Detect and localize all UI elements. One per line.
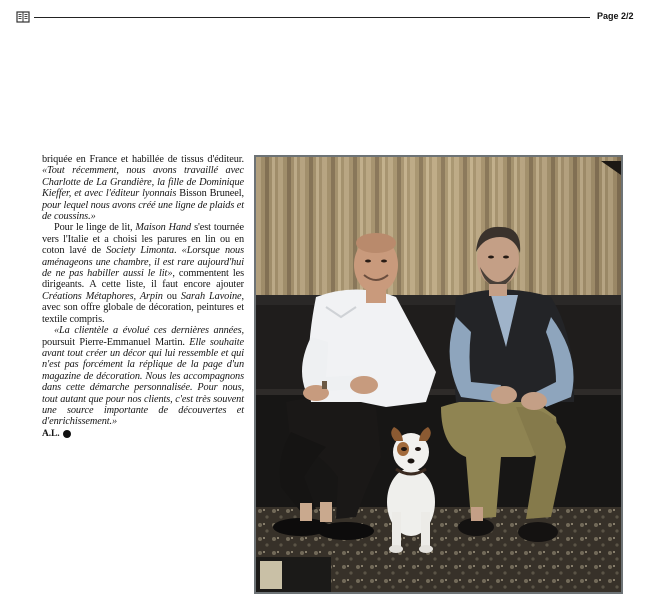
article-photo — [254, 155, 623, 594]
quote-run: «La clientèle a évolué ces dernières années, — [54, 325, 244, 337]
brand-name: Créations Métaphores, Arpin — [42, 290, 163, 302]
quote-run: «Lorsque nous aménageons une chambre, il est rare aujourd'hui de ne pas habiller aussi le lit» — [42, 245, 245, 280]
header-divider — [34, 17, 590, 18]
article-column — [42, 154, 244, 440]
quote-run: Elle souhaite avant tout créer un décor qui lui ressemble et qui n'est pas forcément la réplique de la page d'un magazine de décoration. Nous les accompagnons dans cette démarche personnalisée. Pour nous, tout autant que pour nos clients, c'est très souvent une source importante de découvertes et d'enrichissement.» — [42, 336, 244, 428]
text-run: s'est tournée vers l'Italie et a choisi les parures en lin ou en coton lavé de — [42, 222, 244, 257]
brand-name: Sarah Lavoine — [180, 290, 242, 302]
text-run: ou — [162, 290, 181, 302]
brand-name: Maison Hand — [135, 222, 192, 234]
end-mark-icon — [63, 430, 71, 438]
quote-run: «Tout récemment, nous avons travaillé avec Charlotte de La Grandière, la fille de Dominique Kieffer, et avec l'éditeur lyonnais — [42, 165, 244, 200]
page-number: Page 2/2 — [597, 11, 634, 21]
quote-run: pour lequel nous avons créé une ligne de plaids et de coussins.» — [42, 199, 244, 223]
article-paragraph-2 — [42, 222, 244, 325]
author-signature — [42, 429, 244, 440]
author-initials: A.L. — [42, 428, 60, 439]
text-run: poursuit Pierre-Emmanuel Martin. — [42, 336, 190, 348]
text-run: briquée en France et habillée de tissus d'éditeur. — [42, 154, 244, 165]
article-paragraph-1 — [42, 154, 244, 222]
text-run: , avec son offre globale de décoration, peintures et textile compris. — [42, 290, 244, 325]
text-run: Bisson Bruneel, — [176, 188, 244, 200]
brand-name: Society Limonta — [106, 245, 175, 257]
text-run: Pour le linge de lit, — [54, 222, 136, 234]
newspaper-icon — [16, 10, 30, 24]
text-run: . — [174, 245, 182, 257]
two-men-and-dog-on-sofa-photo — [256, 157, 621, 592]
text-run: , commentent les dirigeants. A cette liste, il faut encore ajouter — [42, 268, 244, 291]
article-paragraph-3 — [42, 325, 244, 428]
